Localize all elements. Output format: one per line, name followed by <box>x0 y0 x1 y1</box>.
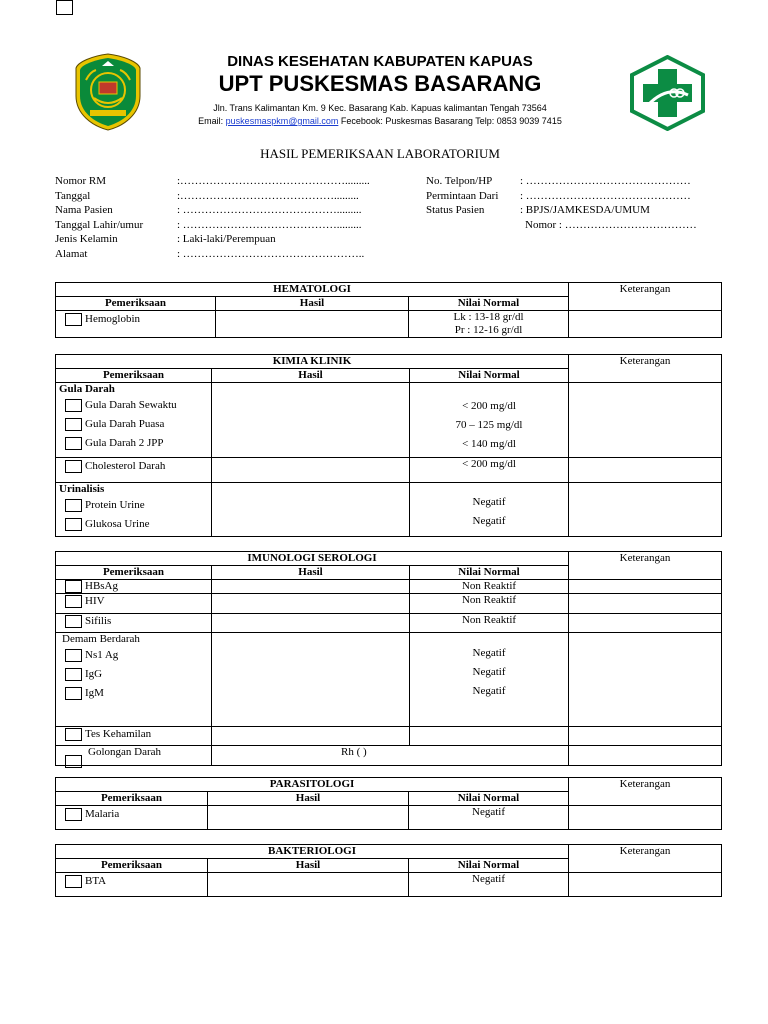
bakteriologi-table <box>55 844 722 897</box>
result-cell[interactable] <box>208 806 409 830</box>
field-nomor-rm[interactable]: :………………………………………......... <box>177 175 370 187</box>
result-cell[interactable] <box>212 727 410 746</box>
email-link[interactable]: puskesmaspkm@gmail.com <box>225 116 339 126</box>
kimia-title: KIMIA KLINIK <box>56 355 569 369</box>
item-name: Glukosa Urine <box>85 518 150 530</box>
notes-cell[interactable] <box>569 746 722 766</box>
col-hasil: Hasil <box>212 566 410 580</box>
table-row <box>56 594 722 614</box>
address: Jln. Trans Kalimantan Km. 9 Kec. Basarang Kab. Kapuas kalimantan Tengah 73564 <box>213 103 547 113</box>
imunologi-serologi-table <box>55 551 722 766</box>
patient-info-left <box>55 175 370 262</box>
table-row <box>56 806 722 830</box>
igg-checkbox[interactable] <box>65 668 82 681</box>
hbsag-checkbox[interactable] <box>65 580 82 593</box>
gdp-checkbox[interactable] <box>65 418 82 431</box>
notes-cell[interactable] <box>569 633 722 727</box>
result-cell[interactable] <box>216 311 409 338</box>
field-nomor[interactable]: Nomor : ……………………………… <box>525 218 697 231</box>
normal-value: Negatif <box>472 685 506 697</box>
label-nomor-rm: Nomor RM <box>55 175 107 187</box>
result-cell[interactable] <box>212 594 410 614</box>
parasitologi-table <box>55 777 722 830</box>
item-name: Tes Kehamilan <box>85 728 152 740</box>
parasit-title: PARASITOLOGI <box>56 778 569 792</box>
ns1ag-checkbox[interactable] <box>65 649 82 662</box>
igm-checkbox[interactable] <box>65 687 82 700</box>
item-name: Ns1 Ag <box>85 649 119 661</box>
normal-value: Negatif <box>472 647 506 659</box>
field-nama-pasien[interactable]: : ……………………………………......... <box>177 204 362 216</box>
col-pemeriksaan: Pemeriksaan <box>56 566 212 580</box>
label-nama-pasien: Nama Pasien <box>55 204 113 216</box>
notes-cell[interactable] <box>569 458 722 483</box>
result-cell[interactable] <box>212 614 410 633</box>
col-pemeriksaan: Pemeriksaan <box>56 792 208 806</box>
result-cell[interactable] <box>212 580 410 594</box>
gd2jpp-checkbox[interactable] <box>65 437 82 450</box>
hiv-checkbox[interactable] <box>65 595 82 608</box>
notes-cell[interactable] <box>569 580 722 594</box>
normal-value: 70 – 125 mg/dl <box>455 419 523 431</box>
tes-kehamilan-checkbox[interactable] <box>65 728 82 741</box>
col-nilai-normal: Nilai Normal <box>409 792 569 806</box>
normal-value: < 200 mg/dl <box>462 400 516 412</box>
agency-name: DINAS KESEHATAN KABUPATEN KAPUAS <box>227 53 533 70</box>
notes-cell[interactable] <box>569 806 722 830</box>
col-hasil: Hasil <box>212 369 410 383</box>
cholesterol-checkbox[interactable] <box>65 460 82 473</box>
protein-urine-checkbox[interactable] <box>65 499 82 512</box>
patient-info-right <box>426 175 697 233</box>
table-row <box>56 633 722 727</box>
item-name: Malaria <box>85 807 120 820</box>
field-status-pasien[interactable]: : BPJS/JAMKESDA/UMUM <box>520 204 650 216</box>
table-row <box>56 873 722 897</box>
contact-rest: Fecebook: Puskesmas Basarang Telp: 0853 9039 7415 <box>338 116 562 126</box>
rh-field[interactable]: Rh ( ) <box>341 746 367 758</box>
sifilis-checkbox[interactable] <box>65 615 82 628</box>
keterangan-header: Keterangan <box>569 778 722 806</box>
table-row <box>56 727 722 746</box>
col-pemeriksaan: Pemeriksaan <box>56 297 216 311</box>
field-no-telpon[interactable]: : ……………………………………… <box>520 175 691 187</box>
malaria-checkbox[interactable] <box>65 808 82 821</box>
contact-line <box>150 116 610 126</box>
col-pemeriksaan: Pemeriksaan <box>56 369 212 383</box>
item-name: Sifilis <box>85 614 112 627</box>
result-cell[interactable] <box>212 458 410 483</box>
table-row <box>56 311 722 338</box>
normal-value: Negatif <box>409 873 569 897</box>
col-pemeriksaan: Pemeriksaan <box>56 859 208 873</box>
notes-cell[interactable] <box>569 311 722 338</box>
label-alamat: Alamat <box>55 247 88 260</box>
normal-value: Pr : 12-16 gr/dl <box>454 324 523 336</box>
field-alamat[interactable]: : ………………………………………….. <box>177 247 365 260</box>
label-tanggal-lahir: Tanggal Lahir/umur <box>55 218 144 231</box>
table-row <box>56 580 722 594</box>
normal-value: < 200 mg/dl <box>410 458 569 483</box>
normal-value: < 140 mg/dl <box>462 438 516 450</box>
normal-value: Non Reaktif <box>410 594 569 614</box>
item-name: HIV <box>85 594 105 607</box>
facility-name: UPT PUSKESMAS BASARANG <box>218 71 542 96</box>
label-status-pasien: Status Pasien <box>426 204 485 216</box>
item-name: IgM <box>85 687 104 699</box>
kabupaten-kapuas-logo <box>72 52 144 132</box>
col-nilai-normal: Nilai Normal <box>409 859 569 873</box>
normal-value: Negatif <box>472 515 506 527</box>
table-row <box>56 746 722 766</box>
col-hasil: Hasil <box>216 297 409 311</box>
keterangan-header: Keterangan <box>569 552 722 580</box>
table-row <box>56 383 722 458</box>
notes-cell[interactable] <box>569 383 722 458</box>
kimia-klinik-table <box>55 354 722 537</box>
email-label: Email: <box>198 116 226 126</box>
col-nilai-normal: Nilai Normal <box>410 369 569 383</box>
keterangan-header: Keterangan <box>569 355 722 383</box>
label-tanggal: Tanggal <box>55 189 91 202</box>
normal-value: Negatif <box>472 496 506 508</box>
item-name: Gula Darah Sewaktu <box>85 399 177 411</box>
gds-checkbox[interactable] <box>65 399 82 412</box>
result-cell[interactable] <box>212 483 410 537</box>
normal-value: Negatif <box>472 666 506 678</box>
item-name: IgG <box>85 668 103 680</box>
result-cell[interactable] <box>212 383 410 458</box>
table-row <box>56 458 722 483</box>
field-jenis-kelamin[interactable]: : Laki-laki/Perempuan <box>177 233 276 245</box>
field-tanggal[interactable]: :……………………………………......... <box>177 189 359 202</box>
bta-checkbox[interactable] <box>65 875 82 888</box>
item-name: Golongan Darah <box>88 746 162 758</box>
glukosa-urine-checkbox[interactable] <box>65 518 82 531</box>
bakteri-title: BAKTERIOLOGI <box>56 845 569 859</box>
notes-cell[interactable] <box>569 483 722 537</box>
item-name: Gula Darah 2 JPP <box>85 437 164 449</box>
result-cell[interactable] <box>208 873 409 897</box>
hematologi-title: HEMATOLOGI <box>56 283 569 297</box>
field-permintaan-dari[interactable]: : ……………………………………… <box>520 189 691 202</box>
field-tanggal-lahir[interactable]: : ……………………………………......... <box>177 218 362 231</box>
puskesmas-logo <box>628 55 707 131</box>
normal-value: Non Reaktif <box>410 614 569 633</box>
item-name: Hemoglobin <box>85 312 140 325</box>
item-name: BTA <box>85 874 107 887</box>
col-nilai-normal: Nilai Normal <box>409 297 569 311</box>
col-hasil: Hasil <box>208 859 409 873</box>
col-nilai-normal: Nilai Normal <box>410 566 569 580</box>
notes-cell[interactable] <box>569 727 722 746</box>
demam-berdarah-header: Demam Berdarah <box>62 633 140 645</box>
label-no-telpon: No. Telpon/HP <box>426 175 493 187</box>
item-name: Protein Urine <box>85 499 145 511</box>
hemoglobin-checkbox[interactable] <box>65 313 82 326</box>
gula-darah-header: Gula Darah <box>59 383 115 395</box>
document-title: HASIL PEMERIKSAAN LABORATORIUM <box>260 146 500 161</box>
notes-cell[interactable] <box>569 614 722 633</box>
imuno-title: IMUNOLOGI SEROLOGI <box>56 552 569 566</box>
col-hasil: Hasil <box>208 792 409 806</box>
table-row <box>56 483 722 537</box>
keterangan-header: Keterangan <box>569 845 722 873</box>
top-checkbox[interactable] <box>56 0 73 15</box>
item-name: Gula Darah Puasa <box>85 418 165 430</box>
result-cell[interactable] <box>212 633 410 727</box>
item-name: HBsAg <box>85 580 119 592</box>
normal-value: Negatif <box>409 806 569 830</box>
notes-cell[interactable] <box>569 594 722 614</box>
urinalisis-header: Urinalisis <box>59 483 105 495</box>
normal-value: Lk : 13-18 gr/dl <box>453 311 524 323</box>
hematologi-table <box>55 282 722 338</box>
label-jenis-kelamin: Jenis Kelamin <box>55 233 118 245</box>
golongan-darah-checkbox[interactable] <box>65 755 82 768</box>
normal-value: Non Reaktif <box>410 580 569 594</box>
table-row <box>56 614 722 633</box>
label-permintaan-dari: Permintaan Dari <box>426 189 499 202</box>
keterangan-header: Keterangan <box>569 283 722 311</box>
notes-cell[interactable] <box>569 873 722 897</box>
item-name: Cholesterol Darah <box>85 459 166 472</box>
normal-cell <box>410 727 569 746</box>
